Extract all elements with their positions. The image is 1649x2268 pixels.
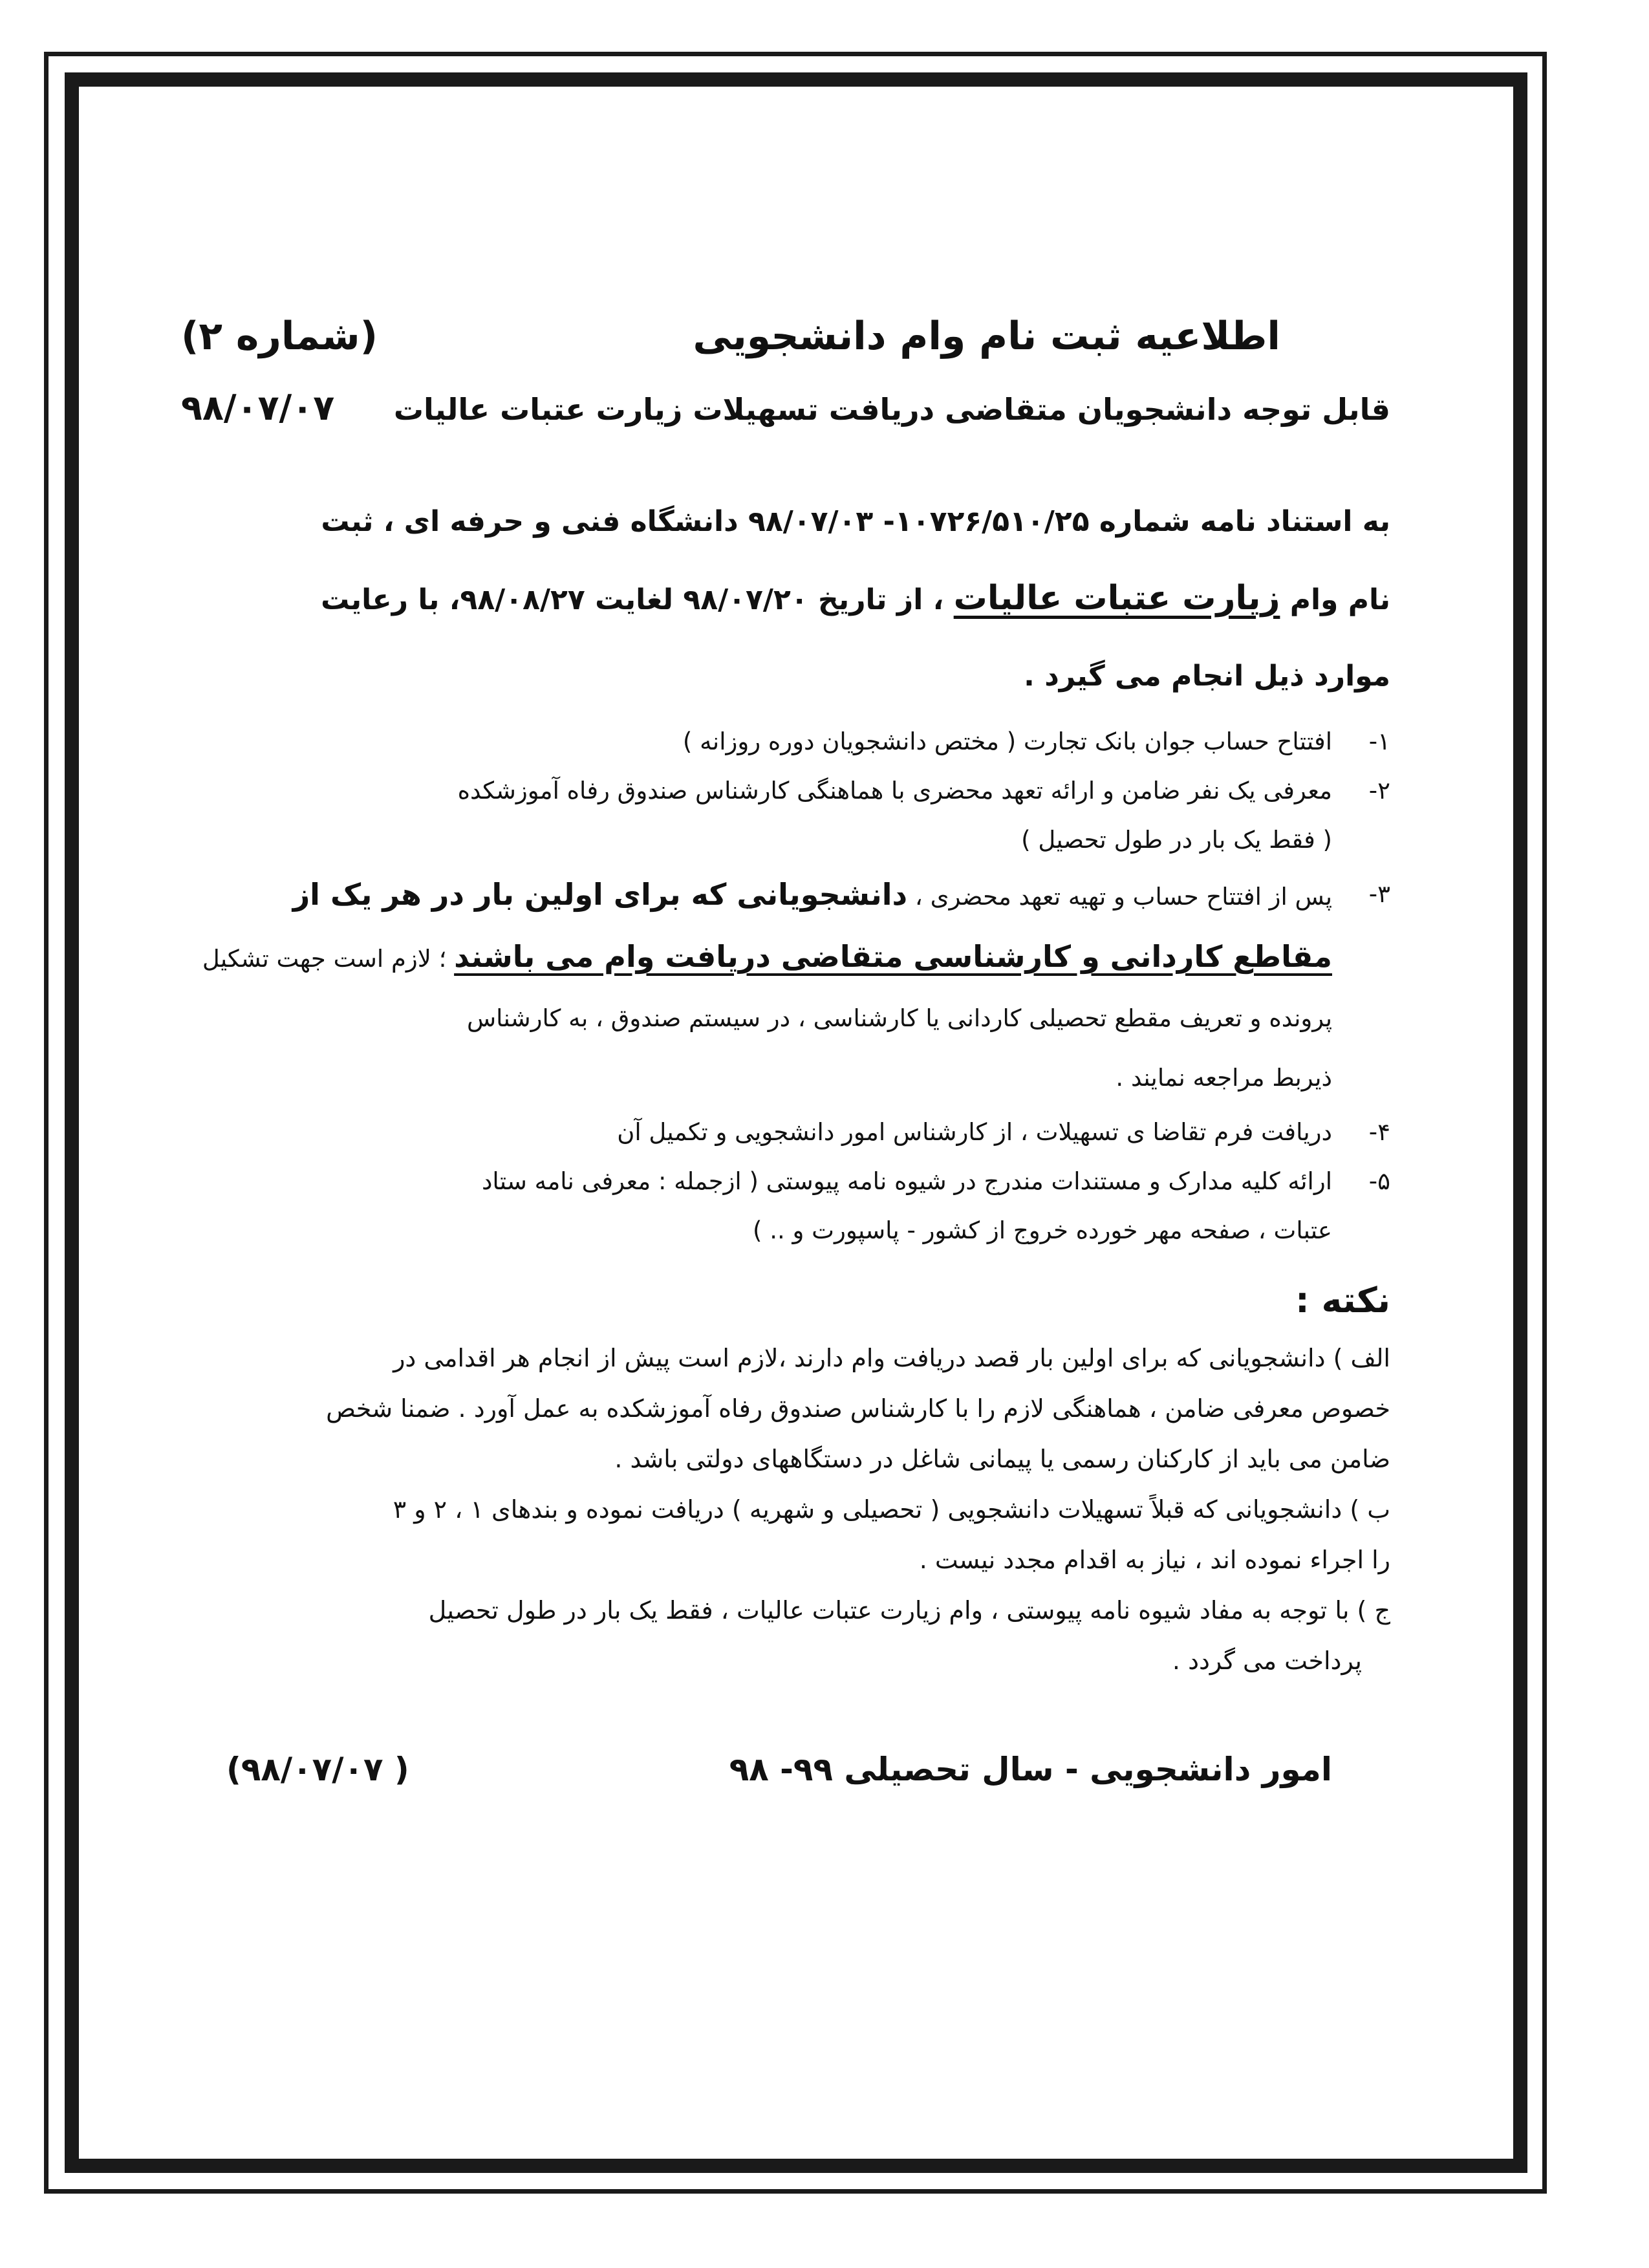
list-item [181, 1108, 1390, 1157]
note-line: ج ) با توجه به مفاد شیوه نامه پیوستی ، وام زیارت عتبات عالیات ، فقط یک بار در طول تحصیل [428, 1596, 1390, 1625]
item-number: ۳- [1368, 880, 1390, 908]
intro-text: نام وام [1280, 583, 1390, 616]
intro-line [181, 560, 1390, 638]
announcement-content [181, 304, 1390, 1788]
item-text: ذیربط مراجعه نمایند . [1116, 1064, 1332, 1092]
item-text: پرونده و تعریف مقطع تحصیلی کاردانی یا کارشناسی ، در سیستم صندوق ، به کارشناس [467, 1004, 1332, 1032]
footer-office: امور دانشجویی - سال تحصیلی ۹۹- ۹۸ [729, 1751, 1332, 1788]
announcement-date: ۹۸/۰۷/۰۷ [181, 387, 335, 428]
intro-paragraph [181, 484, 1390, 715]
intro-text: ، از تاریخ ۹۸/۰۷/۲۰ لغایت ۹۸/۰۸/۲۷، با رعایت [321, 583, 954, 616]
item-text: معرفی یک نفر ضامن و ارائه تعهد محضری با هماهنگی کارشناس صندوق رفاه آموزشکده [457, 777, 1332, 805]
item-number: ۵- [1368, 1167, 1390, 1195]
list-item [181, 865, 1390, 1108]
note-line: پرداخت می گردد . [1172, 1647, 1362, 1675]
requirements-list [181, 717, 1390, 1255]
footer-date: ( ۹۸/۰۷/۰۷) [226, 1751, 409, 1788]
note-line: ضامن می باید از کارکنان رسمی یا پیمانی شاغل در دستگاههای دولتی باشد . [614, 1445, 1390, 1473]
item-text: ( فقط یک بار در طول تحصیل ) [1021, 826, 1332, 854]
note-title: نکته : [1295, 1280, 1390, 1321]
item-number: ۲- [1368, 777, 1390, 805]
intro-line: موارد ذیل انجام می گیرد . [1024, 660, 1390, 693]
list-item [181, 766, 1390, 865]
item-number: ۴- [1368, 1118, 1390, 1146]
note-line: الف ) دانشجویانی که برای اولین بار قصد دریافت وام دارند ،لازم است پیش از انجام هر اقدامی در [393, 1344, 1390, 1372]
item-text: ؛ لازم است جهت تشکیل [202, 945, 455, 973]
intro-line: به استناد نامه شماره ۱۰۷۲۶/۵۱۰/۲۵- ۹۸/۰۷/۰۳ دانشگاه فنی و حرفه ای ، ثبت [321, 505, 1390, 538]
list-item [181, 717, 1390, 766]
item-text: دریافت فرم تقاضا ی تسهیلات ، از کارشناس امور دانشجویی و تکمیل آن [617, 1118, 1332, 1146]
list-item [181, 1157, 1390, 1255]
item-text: ارائه کلیه مدارک و مستندات مندرج در شیوه نامه پیوستی ( ازجمله : معرفی نامه ستاد [481, 1167, 1332, 1195]
item-text: پس از افتتاح حساب و تهیه تعهد محضری ، [907, 883, 1332, 911]
item-number: ۱- [1368, 728, 1390, 755]
item-emphasis: مقاطع کاردانی و کارشناسی متقاضی دریافت وام می باشند [454, 939, 1332, 974]
note-section [181, 1333, 1390, 1686]
item-emphasis: دانشجویانی که برای اولین بار در هر یک از [292, 877, 908, 912]
note-line: خصوص معرفی ضامن ، هماهنگی لازم را با کارشناس صندوق رفاه آموزشکده به عمل آورد . ضمنا شخص [326, 1394, 1390, 1423]
footer [181, 1751, 1390, 1788]
item-text: عتبات ، صفحه مهر خورده خروج از کشور - پاسپورت و .. ) [753, 1216, 1332, 1244]
subtitle-row [181, 373, 1390, 445]
note-line: را اجراء نموده اند ، نیاز به اقدام مجدد نیست . [919, 1546, 1390, 1574]
announcement-number: (شماره ۲) [181, 314, 378, 359]
title-row [181, 304, 1390, 369]
note-line: ب ) دانشجویانی که قبلاً تسهیلات دانشجویی ( تحصیلی و شهریه ) دریافت نموده و بندهای ۱ ، ۲ و ۳ [393, 1495, 1390, 1524]
announcement-title: اطلاعیه ثبت نام وام دانشجویی [693, 314, 1280, 359]
intro-highlight: زیارت عتبات عالیات [953, 579, 1280, 618]
item-text: افتتاح حساب جوان بانک تجارت ( مختص دانشجویان دوره روزانه ) [682, 728, 1332, 755]
announcement-subtitle: قابل توجه دانشجویان متقاضی دریافت تسهیلات زیارت عتبات عالیات [393, 392, 1390, 427]
